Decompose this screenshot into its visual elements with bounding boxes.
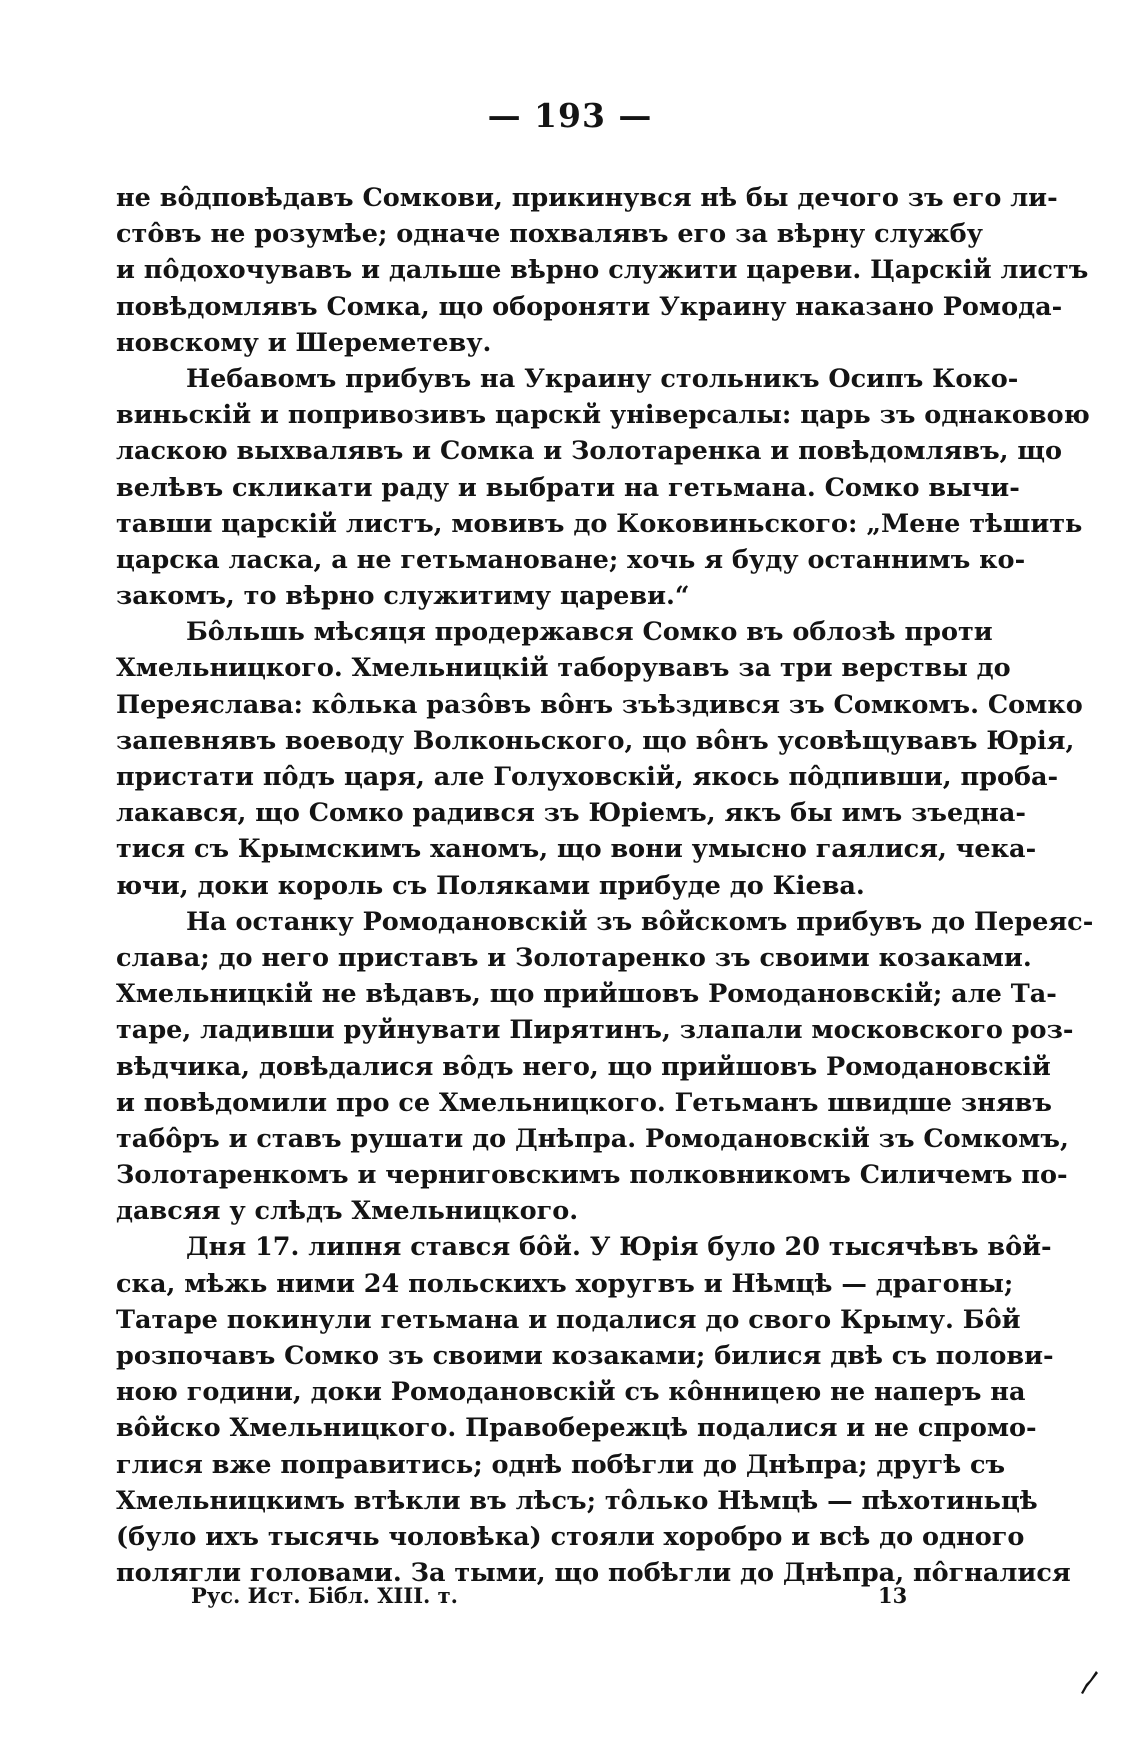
text-line: запевнявъ воеводу Волконьского, що вôнъ усовѣщувавъ Юрія,: [116, 725, 1075, 756]
text-line: (було ихъ тысячь чоловѣка) стояли хоробро и всѣ до одного: [116, 1521, 1025, 1552]
text-line: новскому и Шереметеву.: [116, 327, 492, 358]
text-line: повѣдомлявъ Сомка, що обороняти Украину наказано Ромода-: [116, 291, 1063, 322]
text-line: не вôдповѣдавъ Сомкови, прикинувся нѣ бы дечого зъ его ли-: [116, 183, 1058, 213]
text-line: Хмельницкого. Хмельницкій таборувавъ за три верствы до: [116, 653, 1011, 684]
text-line: лакався, що Сомко радився зъ Юріемъ, якъ бы имъ зъедна-: [116, 798, 1026, 829]
page-number: — 193 —: [487, 96, 653, 135]
text-line: и пôдохочувавъ и дальше вѣрно служити цареви. Царскій листъ: [116, 255, 1089, 286]
text-line: ласкою выхвалявъ и Сомка и Золотаренка и повѣдомлявъ, що: [116, 436, 1062, 467]
text-line: тися съ Крымскимъ ханомъ, що вони умысно гаялися, чека-: [116, 834, 1037, 865]
text-line: Дня 17. липня стався бôй. У Юрія було 20 тысячѣвъ вôй-: [186, 1232, 1052, 1263]
text-line: Татаре покинули гетьмана и подалися до свого Крыму. Бôй: [116, 1304, 1021, 1335]
footer-signature: Рус. Ист. Бібл. XIII. т.: [191, 1583, 458, 1608]
text-line: вѣдчика, довѣдалися вôдъ него, що прийшовъ Ромодановскій: [116, 1051, 1051, 1082]
text-line: таре, ладивши руйнувати Пирятинъ, злапали московского роз-: [116, 1015, 1074, 1046]
text-line: Небавомъ прибувъ на Украину стольникъ Осипъ Коко-: [186, 363, 1019, 394]
text-line: слава; до него приставъ и Золотаренко зъ своими козаками.: [116, 942, 1032, 973]
text-line: ючи, доки король съ Поляками прибуде до Кіева.: [116, 870, 865, 901]
text-line: вôйско Хмельницкого. Правобережцѣ подалися и не спромо-: [116, 1413, 1037, 1444]
text-line: ною години, доки Ромодановскій съ кôнницею не наперъ на: [116, 1377, 1026, 1408]
text-line: виньскій и попривозивъ царскй універсалы: царь зъ однаковою: [116, 400, 1090, 431]
text-line: табôръ и ставъ рушати до Днѣпра. Ромодановскій зъ Сомкомъ,: [116, 1123, 1069, 1154]
text-line: пристати пôдъ царя, але Голуховскій, якось пôдпивши, проба-: [116, 762, 1059, 792]
text-line: тавши царскій листъ, мовивъ до Коковиньского: „Мене тѣшить: [116, 508, 1083, 539]
text-line: давсяя у слѣдъ Хмельницкого.: [116, 1196, 579, 1227]
text-line: и повѣдомили про се Хмельницкого. Гетьманъ швидше знявъ: [116, 1087, 1052, 1118]
text-line: Золотаренкомъ и черниговскимъ полковникомъ Силичемъ по-: [116, 1160, 1068, 1191]
footer-sheet-number: 13: [878, 1583, 908, 1608]
body-text: [116, 180, 1094, 1591]
text-line: Бôльшь мѣсяця продержався Сомко въ облозѣ проти: [186, 617, 993, 648]
text-line: На останку Ромодановскій зъ вôйскомъ прибувъ до Переяс-: [186, 906, 1094, 937]
text-line: полягли головами. За тыми, що побѣгли до Днѣпра, пôгналися: [116, 1558, 1071, 1589]
text-line: велѣвъ скликати раду и выбрати на гетьмана. Сомко вычи-: [116, 472, 1020, 503]
text-line: Переяслава: кôлька разôвъ вôнъ зъѣздився зъ Сомкомъ. Сомко: [116, 689, 1083, 720]
text-line: закомъ, то вѣрно служитиму цареви.“: [116, 581, 690, 612]
page-footer: [0, 1583, 1140, 1617]
text-line: розпочавъ Сомко зъ своими козаками; билися двѣ съ полови-: [116, 1341, 1054, 1371]
text-line: Хмельницкимъ втѣкли въ лѣсъ; тôлько Нѣмцѣ — пѣхотиньцѣ: [116, 1485, 1038, 1516]
text-line: Хмельницкій не вѣдавъ, що прийшовъ Ромодановскій; але Та-: [116, 979, 1057, 1010]
ink-mark-icon: [1078, 1668, 1100, 1696]
text-line: ска, мѣжь ними 24 польскихъ хоругвъ и Нѣмцѣ — драгоны;: [116, 1268, 1014, 1299]
text-line: стôвъ не розумѣе; одначе похвалявъ его за вѣрну службу: [116, 219, 983, 250]
text-line: глися вже поправитись; однѣ побѣгли до Днѣпра; другѣ съ: [116, 1449, 1006, 1480]
text-line: царска ласка, а не гетьмановане; хочь я буду останнимъ ко-: [116, 544, 1026, 575]
